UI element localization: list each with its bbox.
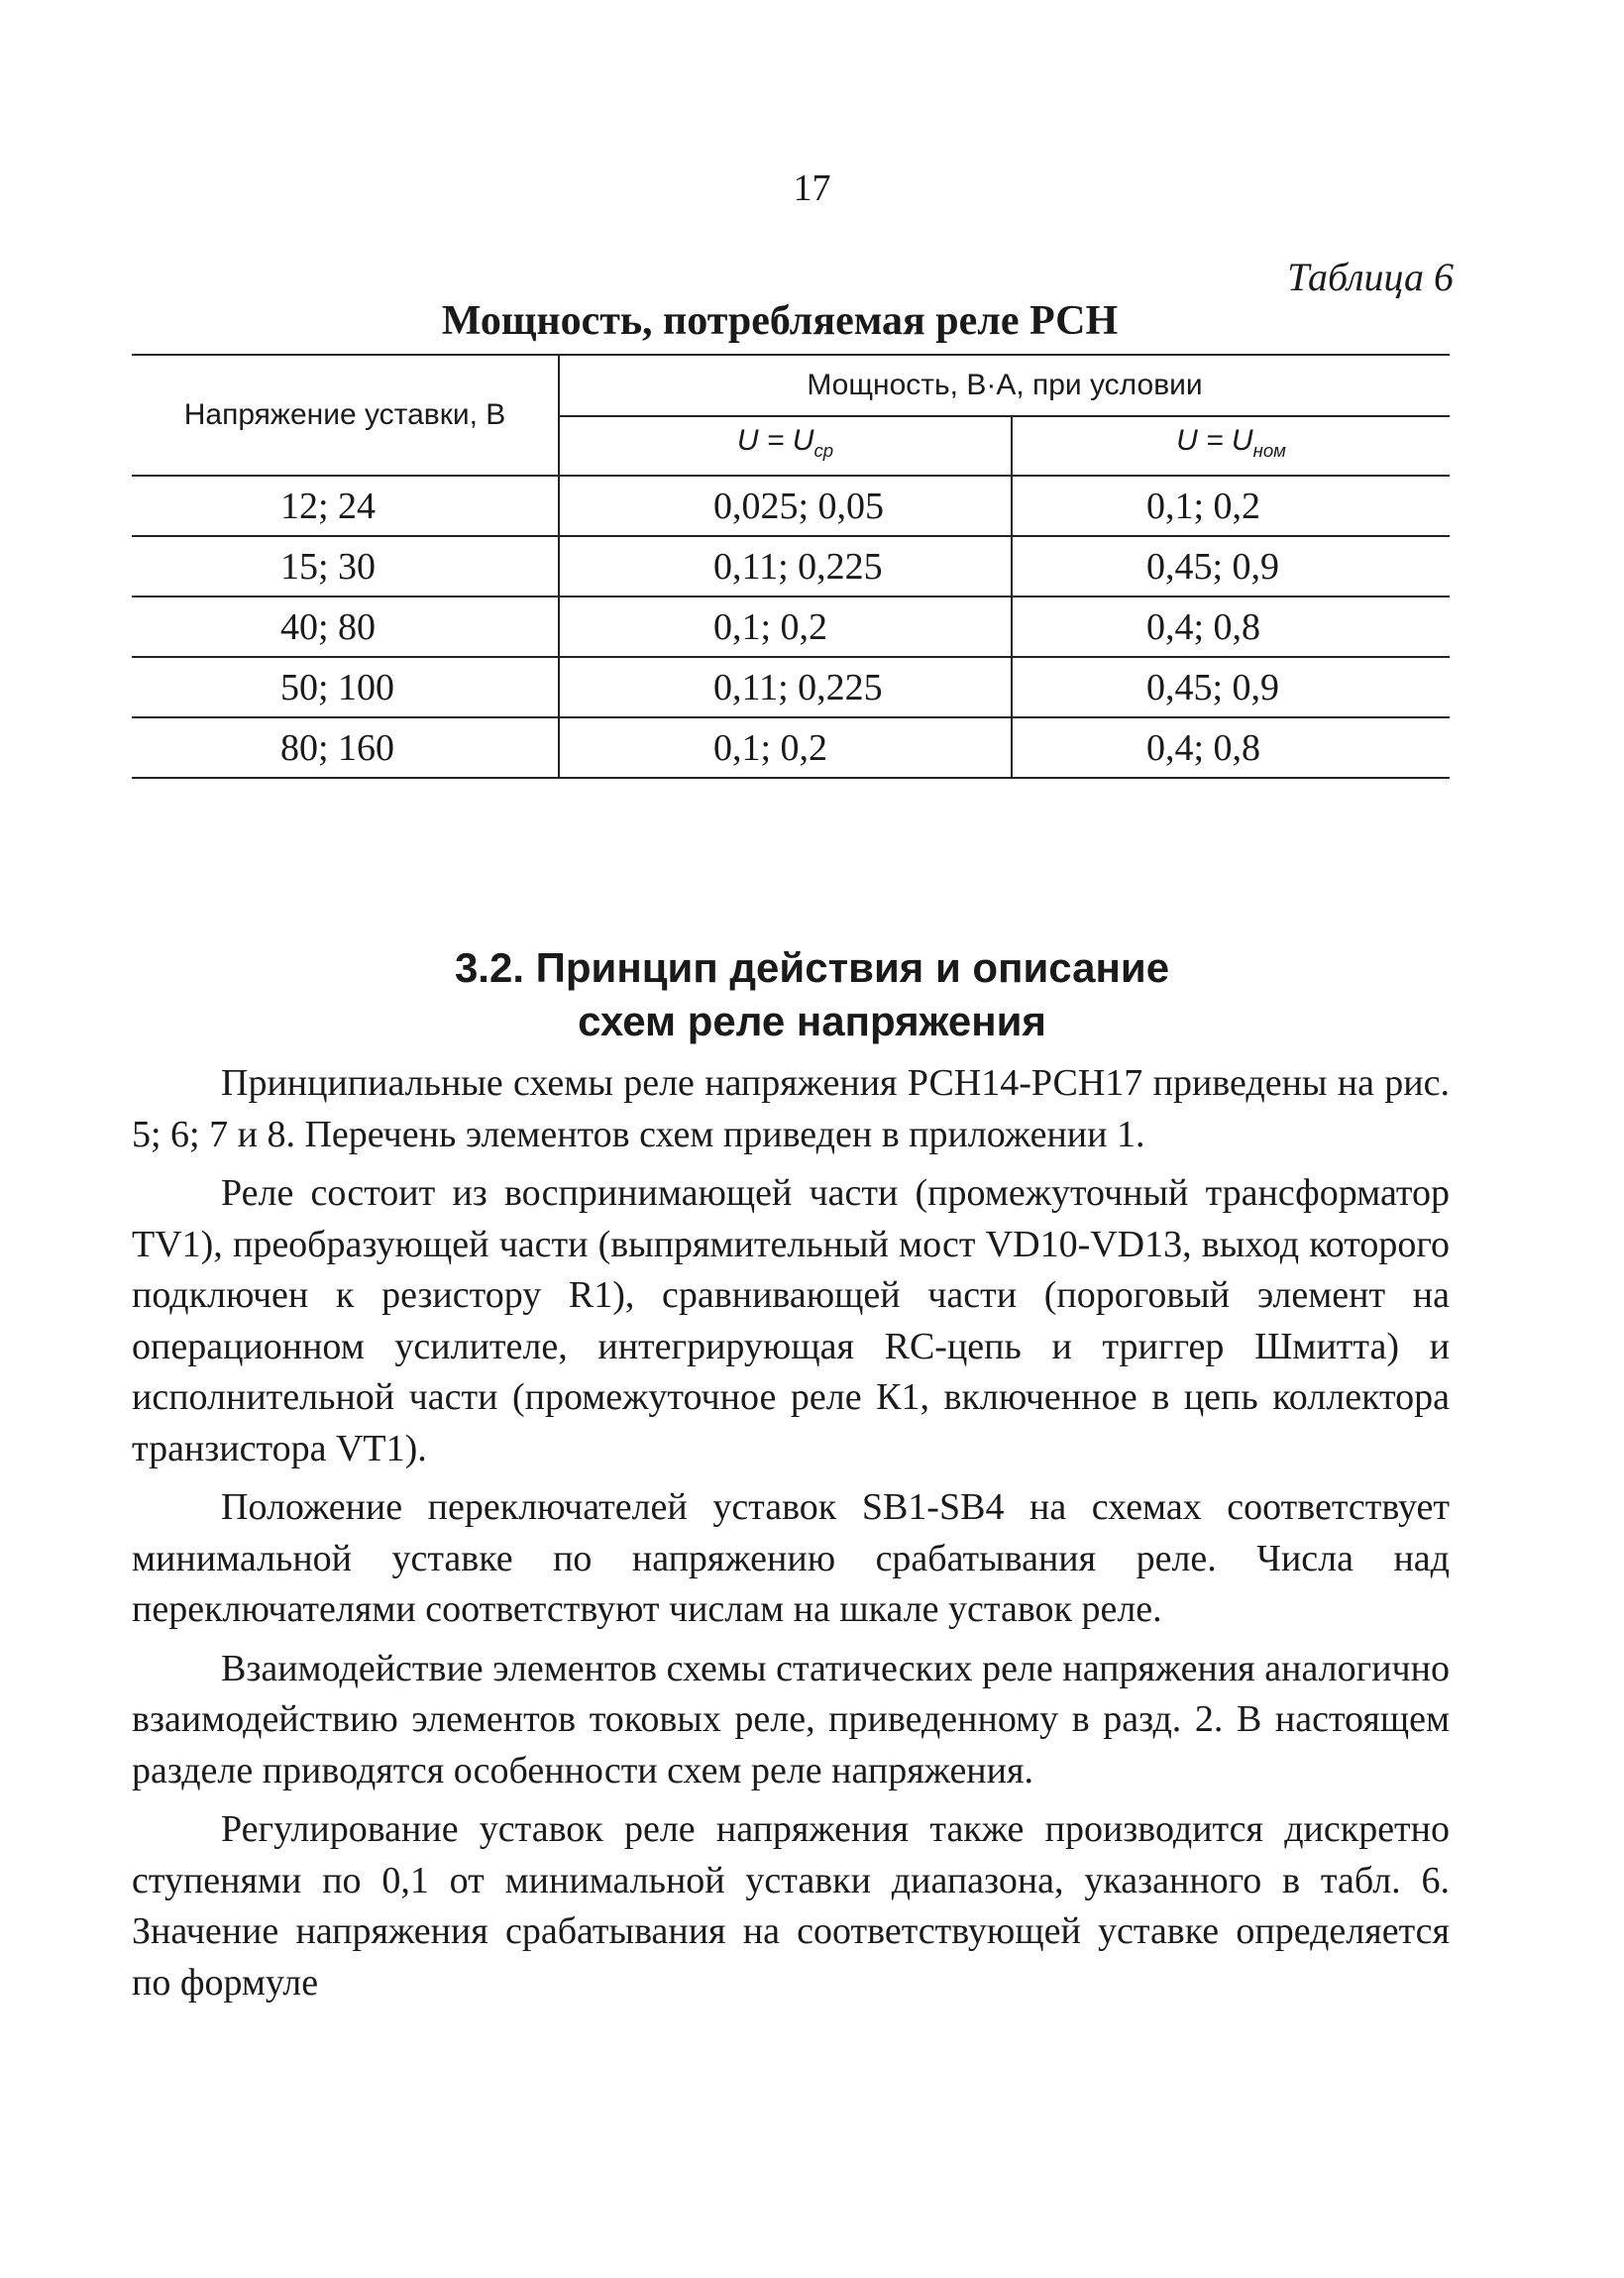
cell-power-avg: 0,11; 0,225 bbox=[559, 657, 1012, 717]
table-row bbox=[132, 476, 1450, 536]
header-condition-nom: $U = U_{ном}$ bbox=[1012, 416, 1450, 476]
body-text bbox=[132, 1058, 1450, 2016]
table-row bbox=[132, 536, 1450, 597]
header-voltage: Напряжение уставки, В bbox=[132, 355, 559, 476]
cell-voltage: 50; 100 bbox=[132, 657, 559, 717]
paragraph: Регулирование уставок реле напряжения также производится дискретно ступенями по 0,1 от минимальной уставки диапазона, указанного в табл. 6. Значение напряжения срабатывания на соответствующей уставке определяется по формуле bbox=[132, 1808, 1450, 2004]
cell-power-nom: 0,45; 0,9 bbox=[1012, 657, 1450, 717]
table-row bbox=[132, 597, 1450, 657]
cell-voltage: 15; 30 bbox=[132, 536, 559, 597]
cell-voltage: 40; 80 bbox=[132, 597, 559, 657]
table-title: Мощность, потребляемая реле РСН bbox=[441, 298, 1119, 344]
table-row bbox=[132, 717, 1450, 778]
cell-power-nom: 0,4; 0,8 bbox=[1012, 717, 1450, 778]
section-title-line-1: 3.2. Принцип действия и описание bbox=[454, 944, 1170, 991]
cell-power-nom: 0,1; 0,2 bbox=[1012, 476, 1450, 536]
section-title bbox=[0, 941, 1624, 1048]
cell-power-avg: 0,025; 0,05 bbox=[559, 476, 1012, 536]
cell-power-avg: 0,11; 0,225 bbox=[559, 536, 1012, 597]
cell-voltage: 80; 160 bbox=[132, 717, 559, 778]
table-label: Таблица 6 bbox=[1287, 255, 1454, 299]
paragraph: Принципиальные схемы реле напряжения РСН14-РСН17 приведены на рис. 5; 6; 7 и 8. Перечень элементов схем приведен в приложении 1. bbox=[132, 1062, 1450, 1155]
paragraph: Реле состоит из воспринимающей части (промежуточный трансформатор TV1), преобразующей части (выпрямительный мост VD10-VD13, выход которого подключен к резистору R1), сравнивающей части (пороговый элемент на операционном усилителе, интегрирующая RC-цепь и триггер Шмитта) и исполнительной части (промежуточное реле К1, включенное в цепь коллектора транзистора VT1). bbox=[132, 1172, 1450, 1469]
table-row bbox=[132, 657, 1450, 717]
cell-power-avg: 0,1; 0,2 bbox=[559, 717, 1012, 778]
power-table bbox=[132, 354, 1450, 779]
cell-power-nom: 0,4; 0,8 bbox=[1012, 597, 1450, 657]
page-number: 17 bbox=[793, 167, 831, 209]
header-condition-avg: $U = U_{ср}$ bbox=[559, 416, 1012, 476]
paragraph: Положение переключателей уставок SB1-SB4 на схемах соответствует минимальной уставке по напряжению срабатывания реле. Числа над переключателями соответствуют числам на шкале уставок реле. bbox=[132, 1486, 1450, 1630]
cell-power-nom: 0,45; 0,9 bbox=[1012, 536, 1450, 597]
paragraph: Взаимодействие элементов схемы статических реле напряжения аналогично взаимодействию элементов токовых реле, приведенному в разд. 2. В настоящем разделе приводятся особенности схем реле напряжения. bbox=[132, 1647, 1450, 1791]
cell-voltage: 12; 24 bbox=[132, 476, 559, 536]
header-power-group: Мощность, В·А, при условии bbox=[559, 355, 1450, 416]
section-title-line-2: схем реле напряжения bbox=[578, 998, 1046, 1044]
cell-power-avg: 0,1; 0,2 bbox=[559, 597, 1012, 657]
